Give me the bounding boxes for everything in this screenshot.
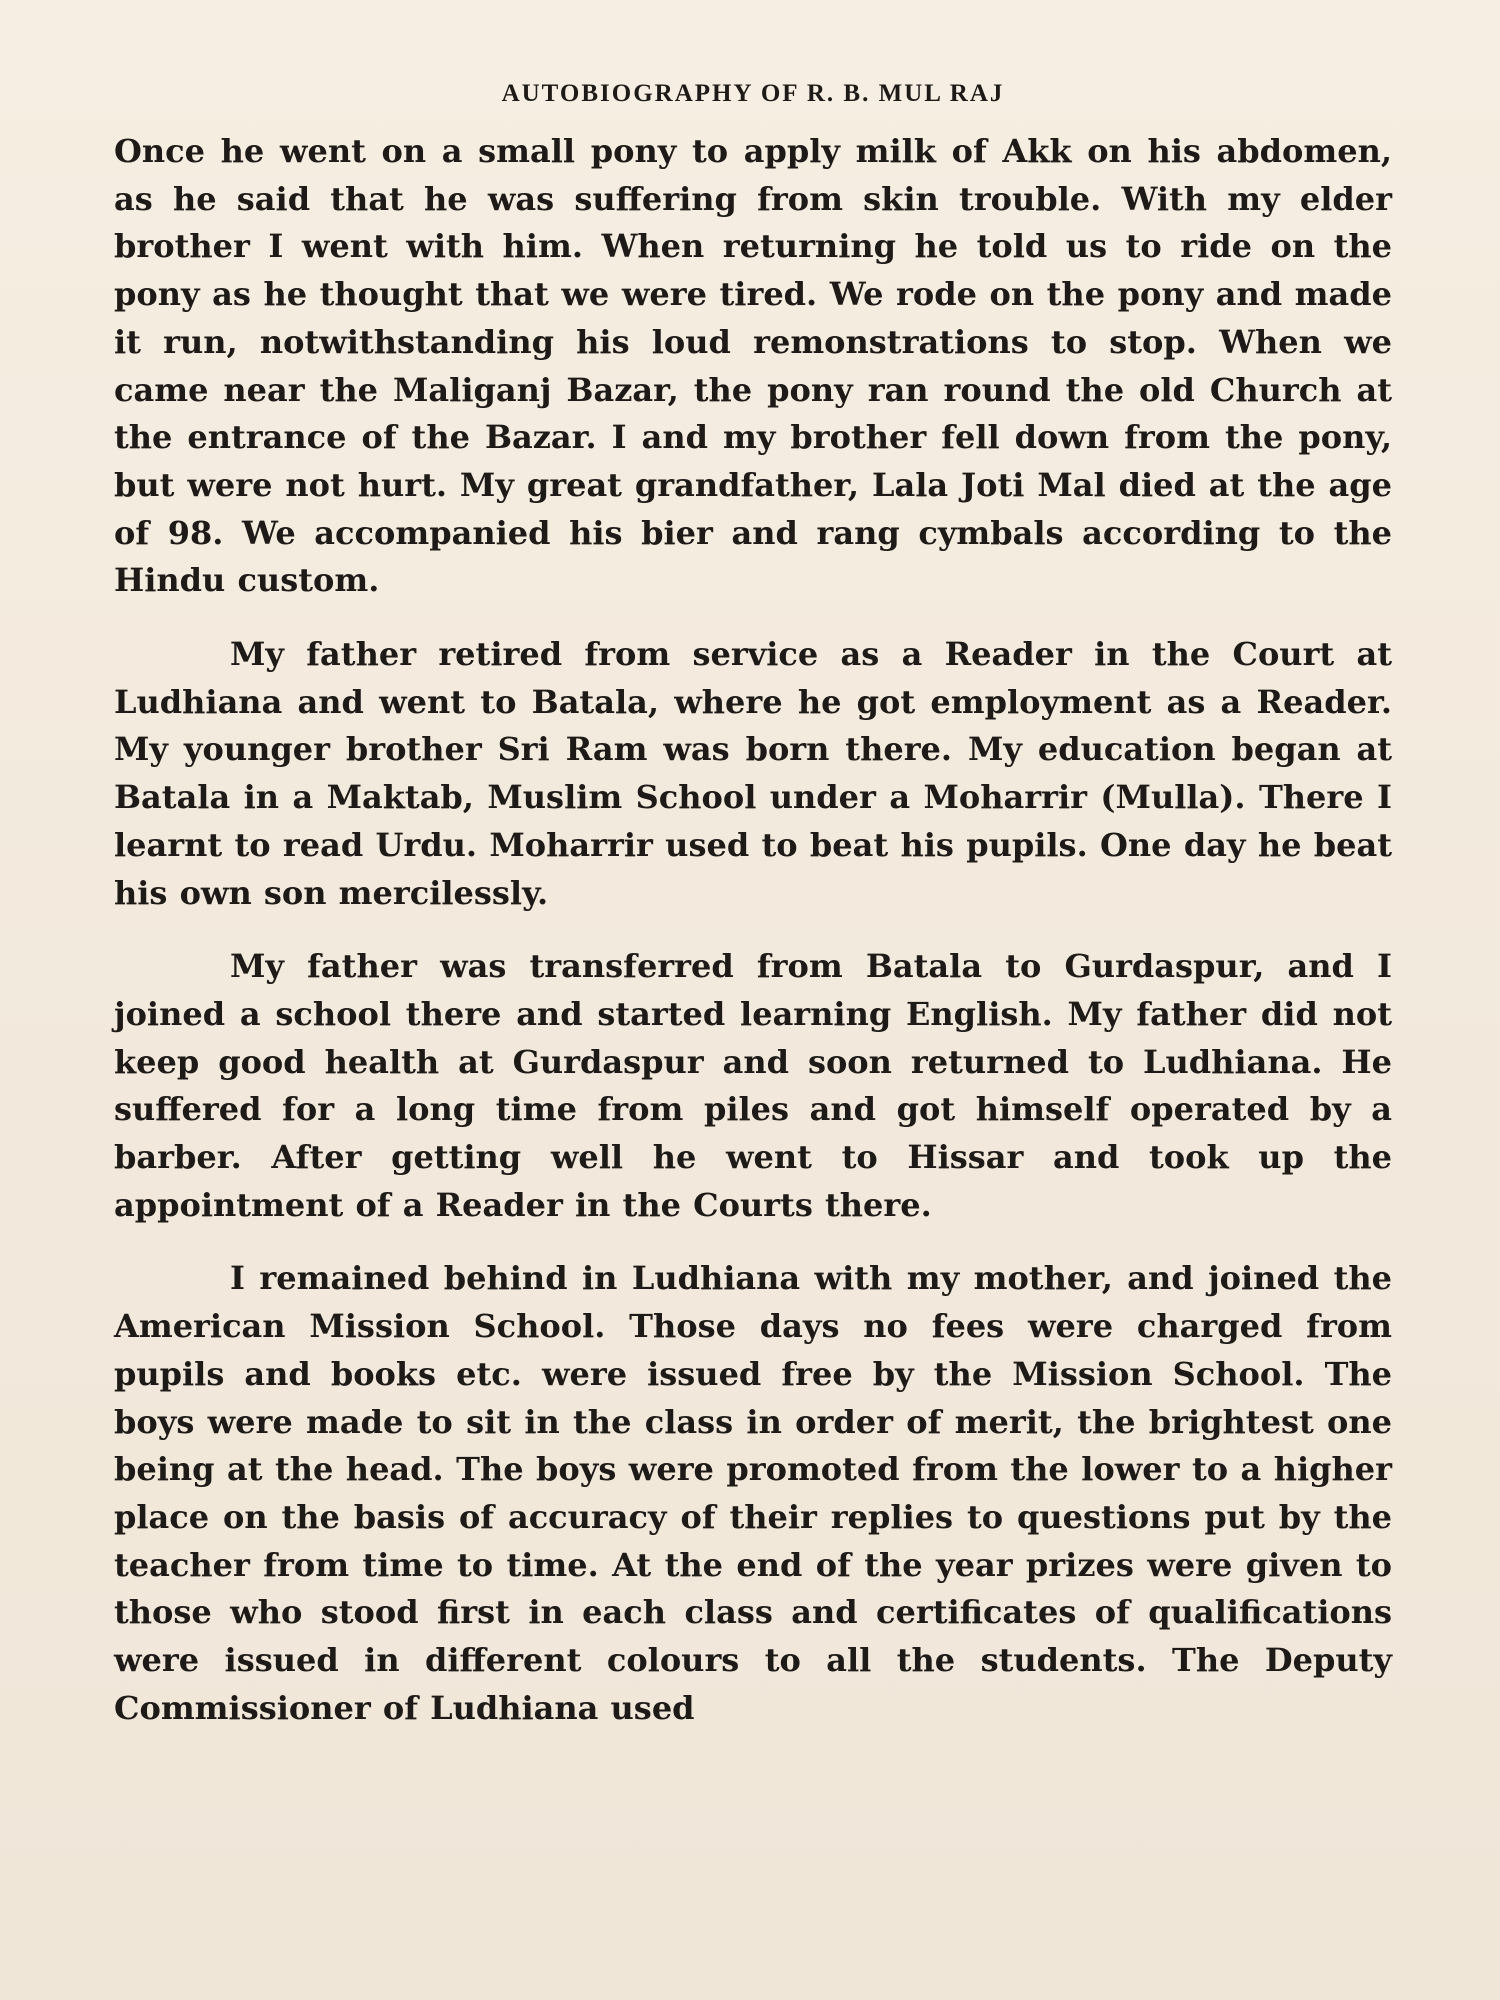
running-head: AUTOBIOGRAPHY OF R. B. MUL RAJ [501,80,1005,107]
paragraph-3: My father was transferred from Batala to Gurdaspur, and I joined a school there and started learning English. My father did not keep good health at Gurdaspur and soon returned to Ludhiana. He suffered for a long time from piles and got himself operated by a barber. After getting well he went to Hissar and took up the appointment of a Reader in the Courts there. [114,947,1392,1224]
page-body [114,128,1392,1733]
paragraph-1: Once he went on a small pony to apply milk of Akk on his abdomen, as he said that he was suffering from skin trouble. With my elder brother I went with him. When returning he told us to ride on the pony as he thought that we were tired. We rode on the pony and made it run, notwithstanding his loud remonstrations to stop. When we came near the Maliganj Bazar, the pony ran round the old Church at the entrance of the Bazar. I and my brother fell down from the pony, but were not hurt. My great grandfather, Lala Joti Mal died at the age of 98. We accompanied his bier and rang cymbals according to the Hindu custom. [114,132,1392,600]
paragraph-4: I remained behind in Ludhiana with my mother, and joined the American Mission School. Those days no fees were charged from pupils and books etc. were issued free by the Mission School. The boys were made to sit in the class in order of merit, the brightest one being at the head. The boys were promoted from the lower to a higher place on the basis of accuracy of their replies to questions put by the teacher from time to time. At the end of the year prizes were given to those who stood first in each class and certificates of qualifications were issued in different colours to all the students. The Deputy Commissioner of Ludhiana used [114,1259,1392,1727]
paragraph-2: My father retired from service as a Reader in the Court at Ludhiana and went to Batala, where he got employment as a Reader. My younger brother Sri Ram was born there. My education began at Batala in a Maktab, Muslim School under a Moharrir (Mulla). There I learnt to read Urdu. Moharrir used to beat his pupils. One day he beat his own son mercilessly. [114,635,1392,912]
